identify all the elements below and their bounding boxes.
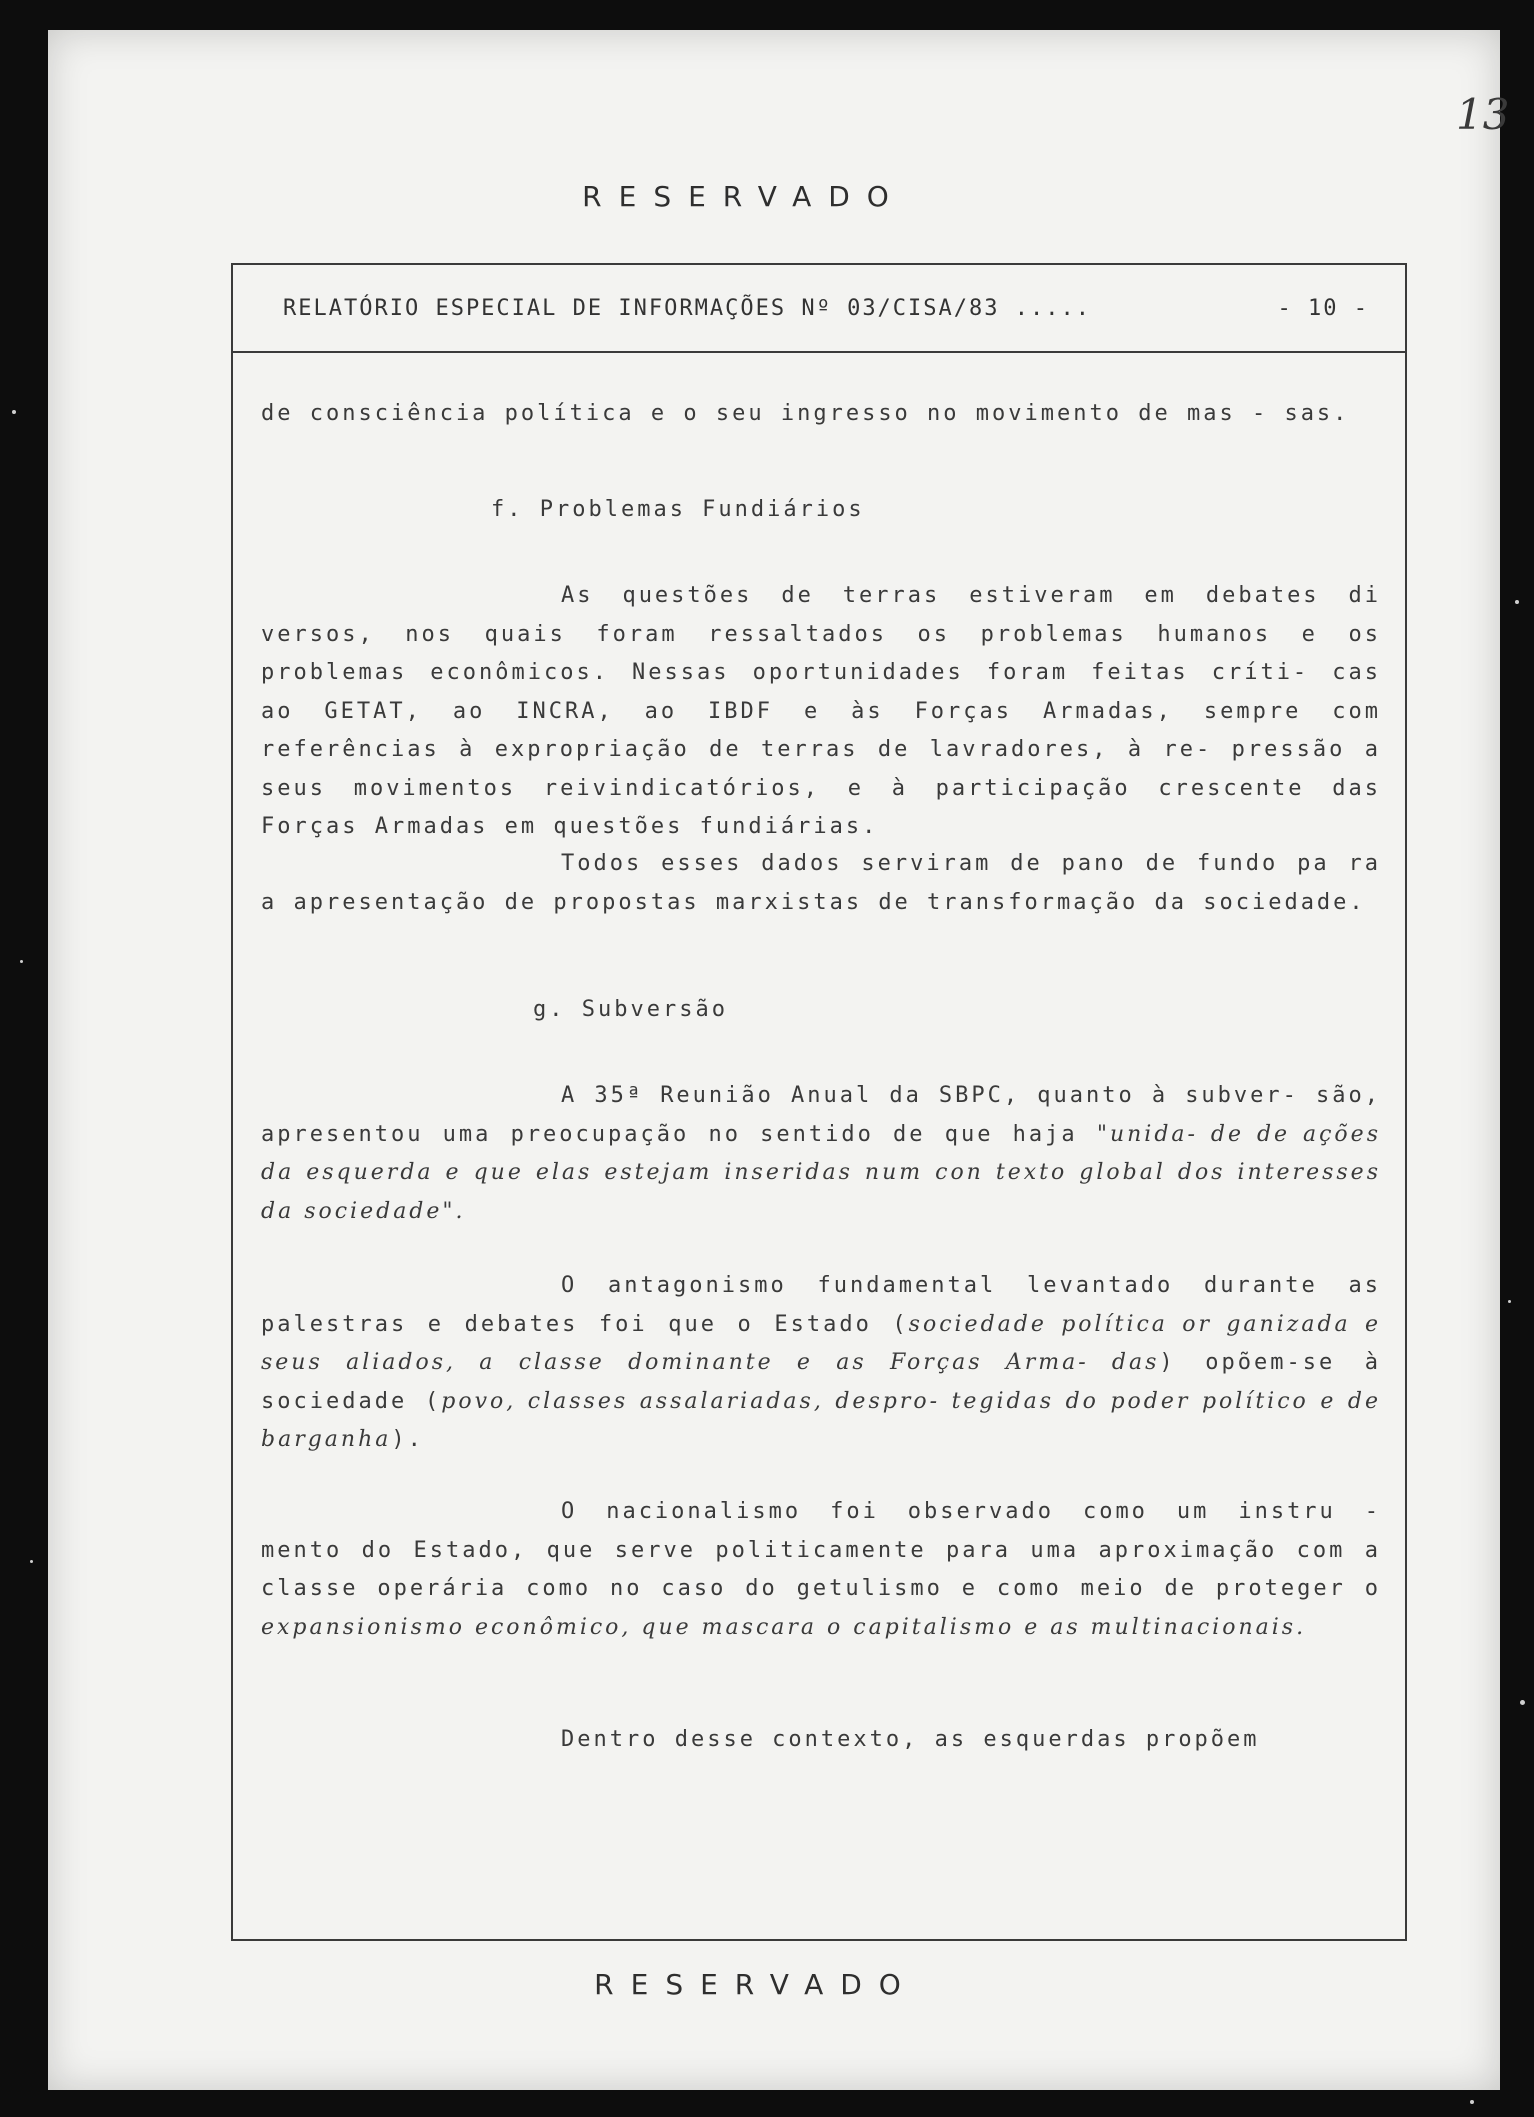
page-number: 13: [1456, 90, 1510, 139]
speck: [1520, 1700, 1525, 1705]
paragraph-sbpc-meeting: [261, 1077, 1381, 1231]
classification-stamp-bottom: RESERVADO: [594, 1968, 918, 2001]
section-heading-f: f. Problemas Fundiários: [491, 497, 865, 522]
paragraph-continuation: de consciência política e o seu ingresso no movimento de mas - sas.: [261, 401, 1350, 426]
paragraph-background-text: Todos esses dados serviram de pano de fundo pa ra a apresentação de propostas marxistas de transformação da sociedade.: [261, 851, 1381, 915]
paragraph-land-issues: [261, 577, 1381, 847]
antagonism-text-a: O antagonismo fundamental levantado durante as palestras e debates foi que o Estado (: [261, 1273, 1381, 1337]
paragraph-sbpc-quote: "unida- de de ações da esquerda e que elas estejam inseridas num con texto global dos interesses da sociedade".: [261, 1121, 1381, 1224]
nationalism-text: O nacionalismo foi observado como um instru - mento do Estado, que serve politicamente para uma aproximação com a classe operária como no caso do getulismo e como meio de proteger o: [261, 1499, 1381, 1601]
antagonism-italic-d: povo, classes assalariadas, despro- tegidas do poder político e de barganha: [261, 1388, 1381, 1452]
paragraph-context-text: Dentro desse contexto, as esquerdas propõem: [561, 1727, 1260, 1752]
antagonism-italic-b: sociedade política or ganizada e seus aliados, a classe dominante e as Forças Arma- das: [261, 1311, 1381, 1375]
speck: [1508, 1300, 1511, 1303]
speck: [20, 960, 23, 963]
report-frame: [231, 263, 1407, 1941]
classification-stamp-top: RESERVADO: [582, 180, 906, 213]
report-body: [261, 351, 1381, 1939]
antagonism-text-e: ).: [391, 1427, 424, 1452]
speck: [30, 1560, 33, 1563]
speck: [1515, 600, 1519, 604]
paragraph-background: [261, 845, 1381, 922]
report-title: RELATÓRIO ESPECIAL DE INFORMAÇÕES Nº 03/CISA/83 .....: [283, 295, 1091, 321]
antagonism-text-c: ) opõem-se à sociedade (: [261, 1350, 1381, 1414]
speck: [12, 410, 16, 414]
speck: [1470, 2100, 1474, 2104]
document-page: [48, 30, 1510, 2090]
report-page-ref: - 10 -: [1277, 295, 1369, 321]
section-heading-g: g. Subversão: [533, 997, 728, 1022]
paragraph-nationalism: [261, 1493, 1381, 1647]
paragraph-context: [261, 1721, 1381, 1760]
report-header: [233, 265, 1405, 353]
paragraph-sbpc-text: A 35ª Reunião Anual da SBPC, quanto à subver- são, apresentou uma preocupação no sentido de que haja: [261, 1083, 1381, 1147]
paragraph-antagonism: [261, 1267, 1381, 1460]
paragraph-land-issues-text: As questões de terras estiveram em debates di versos, nos quais foram ressaltados os problemas humanos e os problemas econômicos. Nessas oportunidades foram feitas críti- cas ao GETAT, ao INCRA, ao IBDF e às Forças Armadas, sempre com referências à expropriação de terras de lavradores, à re- pressão a seus movimentos reivindicatórios, e à participação crescente das Forças Armadas em questões fundiárias.: [261, 583, 1381, 839]
nationalism-italic: expansionismo econômico, que mascara o capitalismo e as multinacionais.: [261, 1614, 1307, 1640]
